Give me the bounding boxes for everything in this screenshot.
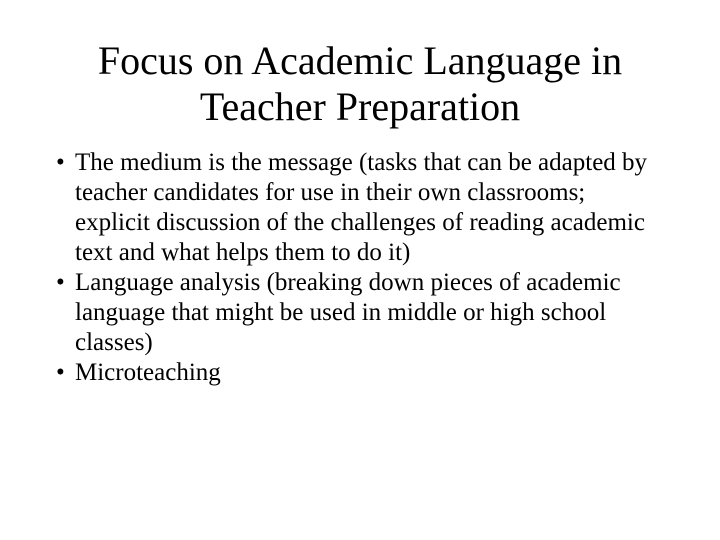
bullet-text: Microteaching	[75, 359, 221, 386]
slide-title: Focus on Academic Language in Teacher Preparation	[97, 38, 623, 129]
bullet-item	[56, 148, 666, 268]
bullet-item	[56, 358, 666, 388]
bullet-marker: •	[56, 269, 65, 296]
bullet-list	[56, 148, 666, 388]
bullet-marker: •	[56, 359, 65, 386]
bullet-text: The medium is the message (tasks that can be adapted by teacher candidates for use in their own classrooms; explicit discussion of the challenges of reading academic text and what helps them to do it)	[75, 149, 648, 266]
bullet-text: Language analysis (breaking down pieces of academic language that might be used in middle or high school classes)	[75, 269, 621, 356]
bullet-item	[56, 268, 666, 358]
bullet-marker: •	[56, 149, 65, 176]
